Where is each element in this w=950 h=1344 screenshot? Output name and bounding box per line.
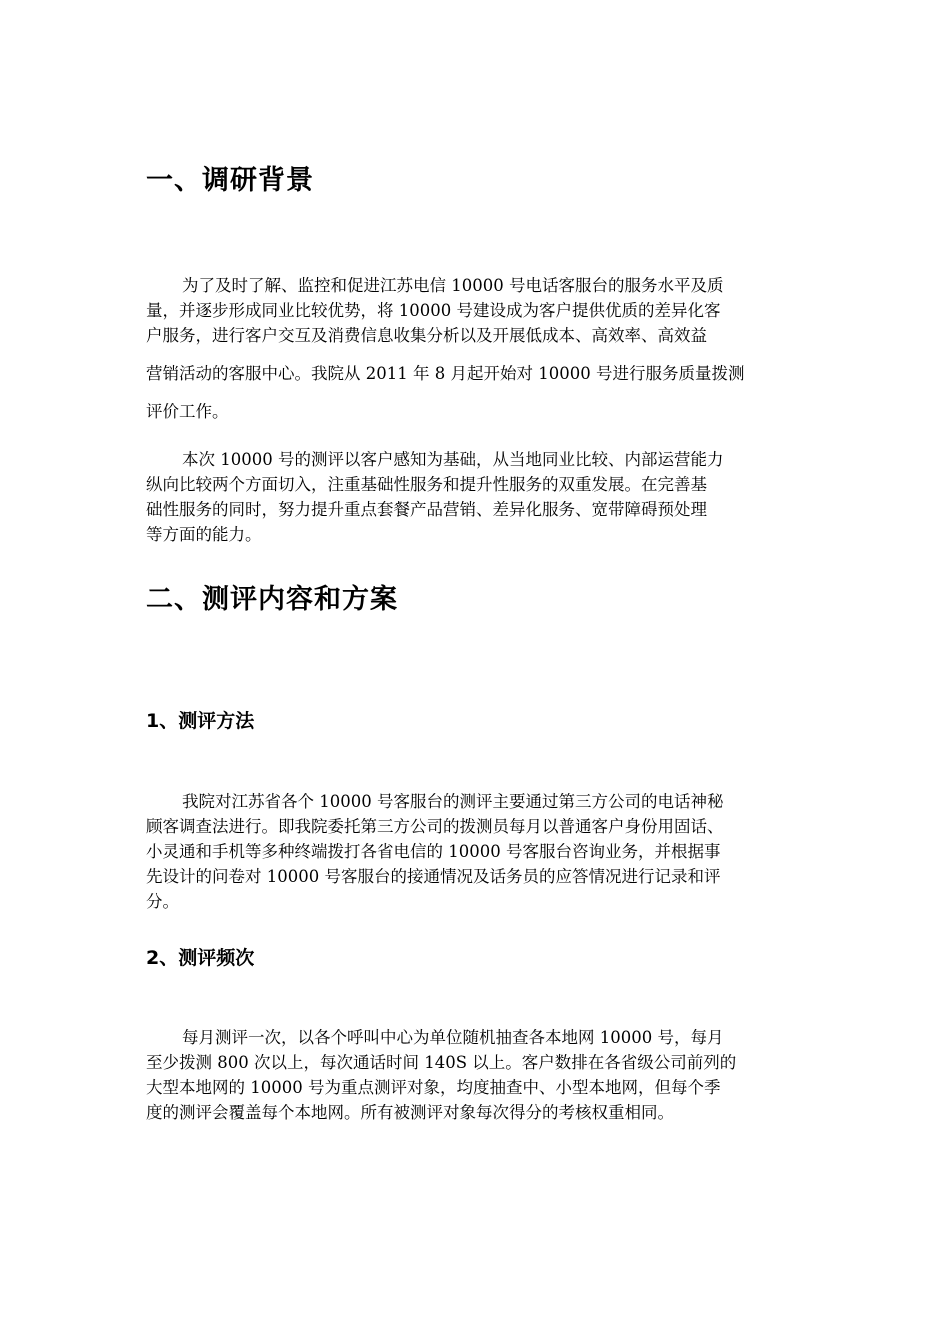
text-line: 大型本地网的 10000 号为重点测评对象，均度抽查中、小型本地网，但每个季	[146, 1078, 721, 1097]
text-line: 量，并逐步形成同业比较优势，将 10000 号建设成为客户提供优质的差异化客	[146, 301, 721, 320]
text-line: 分。	[146, 892, 179, 911]
text-line: 每月测评一次，以各个呼叫中心为单位随机抽查各本地网 10000 号，每月	[182, 1028, 724, 1047]
subsection-heading-evaluation-method: 1、测评方法	[146, 710, 255, 732]
text-line: 为了及时了解、监控和促进江苏电信 10000 号电话客服台的服务水平及质	[182, 276, 724, 295]
paragraph-evaluation-method	[146, 789, 806, 914]
text-line: 评价工作。	[146, 402, 229, 421]
text-line: 先设计的问卷对 10000 号客服台的接通情况及话务员的应答情况进行记录和评	[146, 867, 721, 886]
text-line: 我院对江苏省各个 10000 号客服台的测评主要通过第三方公司的电话神秘	[182, 792, 724, 811]
text-line: 户服务，进行客户交互及消费信息收集分析以及开展低成本、高效率、高效益	[146, 326, 707, 345]
text-line: 等方面的能力。	[146, 525, 262, 544]
text-line: 至少拨测 800 次以上，每次通话时间 140S 以上。客户数排在各省级公司前列的	[146, 1053, 737, 1072]
subsection-heading-evaluation-frequency: 2、测评频次	[146, 947, 255, 969]
section-heading-evaluation-content: 二、测评内容和方案	[146, 584, 398, 615]
text-line: 小灵通和手机等多种终端拨打各省电信的 10000 号客服台咨询业务，并根据事	[146, 842, 721, 861]
text-line: 顾客调查法进行。即我院委托第三方公司的拨测员每月以普通客户身份用固话、	[146, 817, 724, 836]
paragraph-background-1	[146, 273, 806, 424]
paragraph-evaluation-frequency	[146, 1025, 806, 1125]
text-line: 纵向比较两个方面切入，注重基础性服务和提升性服务的双重发展。在完善基	[146, 475, 707, 494]
text-line: 础性服务的同时，努力提升重点套餐产品营销、差异化服务、宽带障碍预处理	[146, 500, 707, 519]
text-line: 度的测评会覆盖每个本地网。所有被测评对象每次得分的考核权重相同。	[146, 1103, 674, 1122]
section-heading-research-background: 一、调研背景	[146, 165, 314, 196]
paragraph-background-2	[146, 447, 806, 547]
text-line: 本次 10000 号的测评以客户感知为基础，从当地同业比较、内部运营能力	[182, 450, 724, 469]
text-line: 营销活动的客服中心。我院从 2011 年 8 月起开始对 10000 号进行服务质量拨测	[146, 364, 745, 383]
